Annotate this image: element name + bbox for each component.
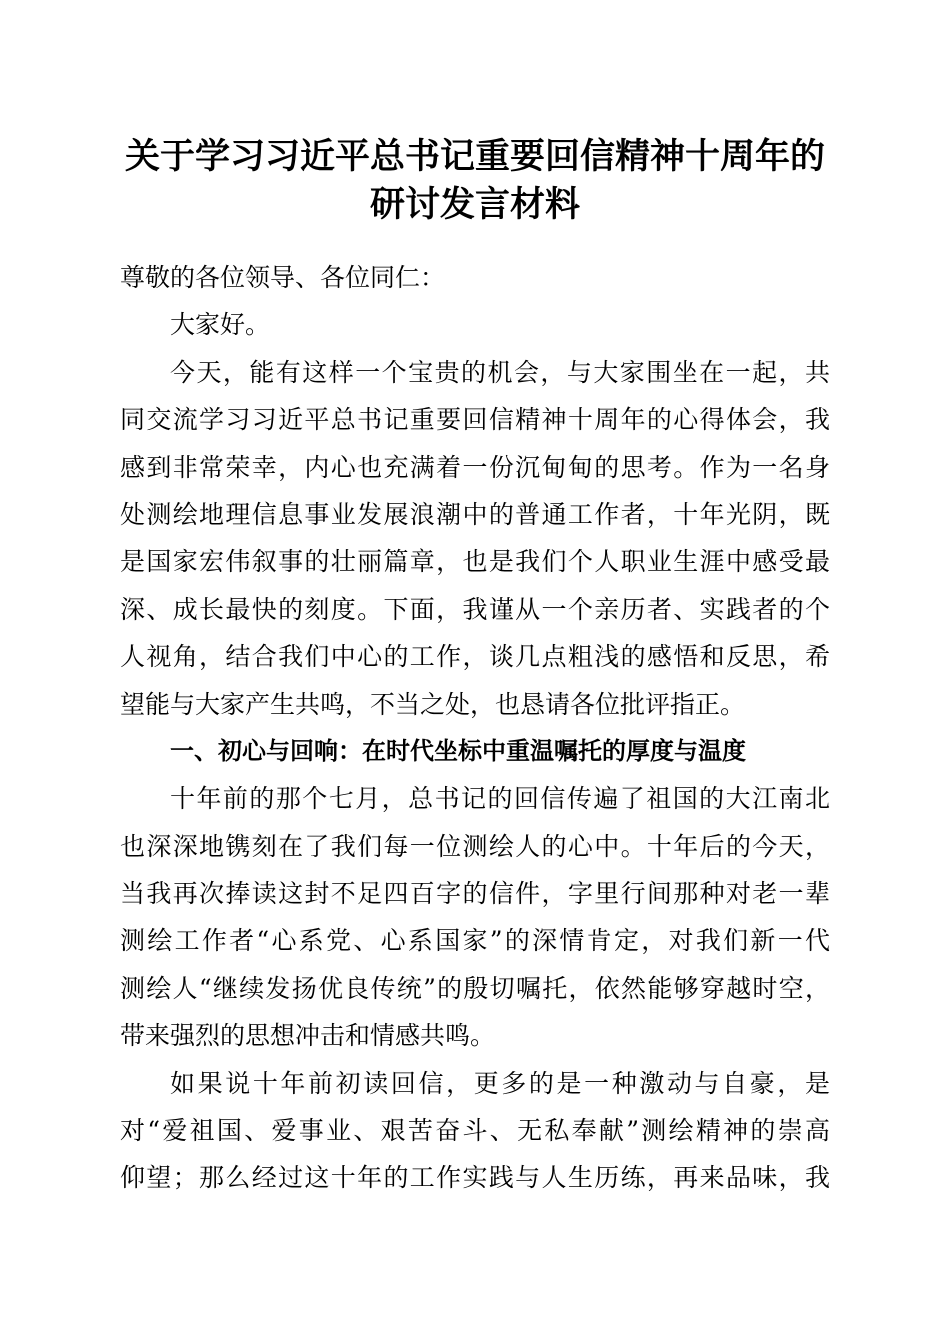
paragraph-3-line-3: 仰望；那么经过这十年的工作实践与人生历练，再来品味，我 (120, 1163, 830, 1193)
section-1-heading: 一、初心与回响：在时代坐标中重温嘱托的厚度与温度 (170, 736, 746, 765)
paragraph-2-line-3: 当我再次捧读这封不足四百字的信件，字里行间那种对老一辈 (120, 879, 830, 909)
paragraph-1-line-4: 处测绘地理信息事业发展浪潮中的普通工作者，十年光阴，既 (120, 499, 830, 529)
salutation: 尊敬的各位领导、各位同仁： (120, 263, 446, 292)
document-body (120, 254, 830, 1202)
paragraph-3-line-2: 对“爱祖国、爱事业、艰苦奋斗、无私奉献”测绘精神的崇高 (120, 1116, 830, 1146)
paragraph-1-line-2: 同交流学习习近平总书记重要回信精神十周年的心得体会，我 (120, 405, 830, 435)
paragraph-2-line-1: 十年前的那个七月，总书记的回信传遍了祖国的大江南北 (170, 784, 830, 814)
paragraph-2-line-2: 也深深地镌刻在了我们每一位测绘人的心中。十年后的今天， (120, 831, 830, 861)
paragraph-3-line-1: 如果说十年前初读回信，更多的是一种激动与自豪，是 (170, 1068, 830, 1098)
document-title-line-1: 关于学习习近平总书记重要回信精神十周年的 (124, 136, 825, 177)
document-title-line-2: 研讨发言材料 (369, 184, 580, 225)
paragraph-1-line-7: 人视角，结合我们中心的工作，谈几点粗浅的感悟和反思，希 (120, 642, 830, 672)
paragraph-1-line-1: 今天，能有这样一个宝贵的机会，与大家围坐在一起，共 (170, 357, 830, 387)
paragraph-1-line-5: 是国家宏伟叙事的壮丽篇章，也是我们个人职业生涯中感受最 (120, 547, 830, 577)
paragraph-1-line-6: 深、成长最快的刻度。下面，我谨从一个亲历者、实践者的个 (120, 594, 830, 624)
paragraph-1-line-8: 望能与大家产生共鸣，不当之处，也恳请各位批评指正。 (120, 689, 746, 719)
greeting: 大家好。 (170, 310, 271, 340)
paragraph-2-line-4: 测绘工作者“心系党、心系国家”的深情肯定，对我们新一代 (120, 926, 830, 956)
paragraph-2-line-5: 测绘人“继续发扬优良传统”的殷切嘱托，依然能够穿越时空， (120, 973, 830, 1003)
paragraph-2-line-6: 带来强烈的思想冲击和情感共鸣。 (120, 1021, 496, 1051)
paragraph-1-line-3: 感到非常荣幸，内心也充满着一份沉甸甸的思考。作为一名身 (120, 452, 830, 482)
